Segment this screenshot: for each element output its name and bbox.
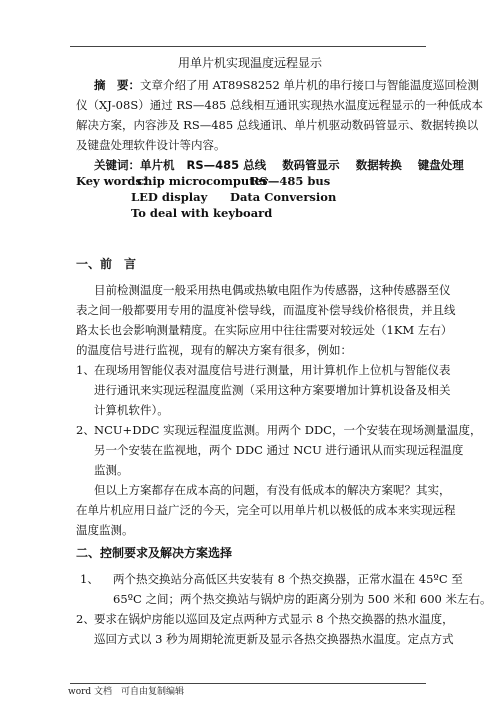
keywords-cn bbox=[94, 158, 464, 172]
abstract-label: 摘 要： bbox=[94, 78, 140, 92]
section1-item2-number: 2、 bbox=[76, 423, 95, 437]
keyword-en-3: LED display bbox=[131, 190, 208, 204]
keyword-cn-1: 单片机 bbox=[140, 158, 175, 172]
section1-item1-number: 1、 bbox=[76, 363, 95, 377]
abstract-line-4: 及键盘处理软件设计等内容。 bbox=[76, 138, 226, 152]
section1-para1-line-3: 路太长也会影响测量精度。在实际应用中往往需要对较远处（1KM 左右） bbox=[76, 323, 453, 337]
keyword-cn-5: 键盘处理 bbox=[417, 158, 464, 172]
section1-item1-line-3: 计算机软件）。 bbox=[94, 403, 169, 417]
abstract-line-1: 摘 要：文章介绍了用 AT89S8252 单片机的串行接口与智能温度巡回检测 bbox=[94, 78, 479, 92]
header-rule bbox=[70, 46, 426, 47]
section1-item2-line-1: NCU+DDC 实现远程温度监测。用两个 DDC，一个安装在现场测量温度， bbox=[94, 423, 482, 437]
keywords-en-label: Key words： bbox=[76, 174, 154, 188]
keyword-cn-4: 数据转换 bbox=[355, 158, 402, 172]
section1-item1-line-2: 进行通讯来实现远程温度监测（采用这种方案要增加计算机设备及相关 bbox=[94, 383, 451, 397]
section2-item1-line-2: 65ºC 之间；两个热交换站与锅炉房的距离分别为 500 米和 600 米左右。 bbox=[113, 592, 492, 606]
section1-para2-line-1: 但以上方案都存在成本高的问题，有没有低成本的解决方案呢？其实， bbox=[94, 483, 451, 497]
section2-heading: 二、控制要求及解决方案选择 bbox=[76, 546, 233, 560]
keyword-en-4: Data Conversion bbox=[230, 190, 337, 204]
abstract-line-2: 仪（XJ-08S）通过 RS—485 总线相互通讯实现热水温度远程显示的一种低成本 bbox=[76, 98, 483, 112]
footer-note: word 文档 可自由复制编辑 bbox=[68, 687, 185, 697]
abstract-line-3: 解决方案，内容涉及 RS—485 总线通讯、单片机驱动数码管显示、数据转换以 bbox=[76, 118, 479, 132]
keyword-en-1: chip microcomputer bbox=[137, 174, 268, 188]
footer-rule bbox=[70, 683, 426, 684]
section1-heading: 一、前 言 bbox=[76, 257, 137, 271]
section1-para1-line-1: 目前检测温度一般采用热电偶或热敏电阻作为传感器，这种传感器至仪 bbox=[94, 283, 451, 297]
keyword-en-2: RS—485 bus bbox=[250, 174, 331, 188]
keyword-en-5: To deal with keyboard bbox=[131, 206, 273, 220]
keyword-cn-3: 数码管显示 bbox=[282, 158, 340, 172]
keyword-cn-2: RS—485 总线 bbox=[186, 158, 267, 172]
section2-item2-line-2: 巡回方式以 3 秒为周期轮流更新及显示各热交换器热水温度。定点方式 bbox=[94, 632, 454, 646]
section1-item1-line-1: 在现场用智能仪表对温度信号进行测量，用计算机作上位机与智能仪表 bbox=[94, 363, 451, 377]
section1-para2-line-2: 在单片机应用日益广泛的今天，完全可以用单片机以极低的成本来实现远程 bbox=[76, 503, 456, 517]
keywords-cn-label: 关键词： bbox=[94, 158, 140, 172]
section1-para1-line-2: 表之间一般都要用专用的温度补偿导线，而温度补偿导线价格很贵，并且线 bbox=[76, 303, 456, 317]
section1-para2-line-3: 温度监测。 bbox=[76, 523, 134, 537]
section1-item2-line-2: 另一个安装在监视地，两个 DDC 通过 NCU 进行通讯从而实现远程温度 bbox=[94, 443, 464, 457]
section2-item2-line-1: 要求在锅炉房能以巡回及定点两种方式显示 8 个热交换器的热水温度， bbox=[94, 612, 454, 626]
section1-para1-line-4: 的温度信号进行监视，现有的解决方案有很多，例如： bbox=[76, 343, 352, 357]
section2-item1-line-1: 两个热交换站分高低区共安装有 8 个热交换器，正常水温在 45ºC 至 bbox=[113, 572, 463, 586]
section2-item2-number: 2、 bbox=[76, 612, 95, 626]
document-title: 用单片机实现温度远程显示 bbox=[177, 56, 322, 70]
section1-item2-line-3: 监测。 bbox=[94, 463, 129, 477]
section2-item1-number: 1、 bbox=[80, 572, 99, 586]
